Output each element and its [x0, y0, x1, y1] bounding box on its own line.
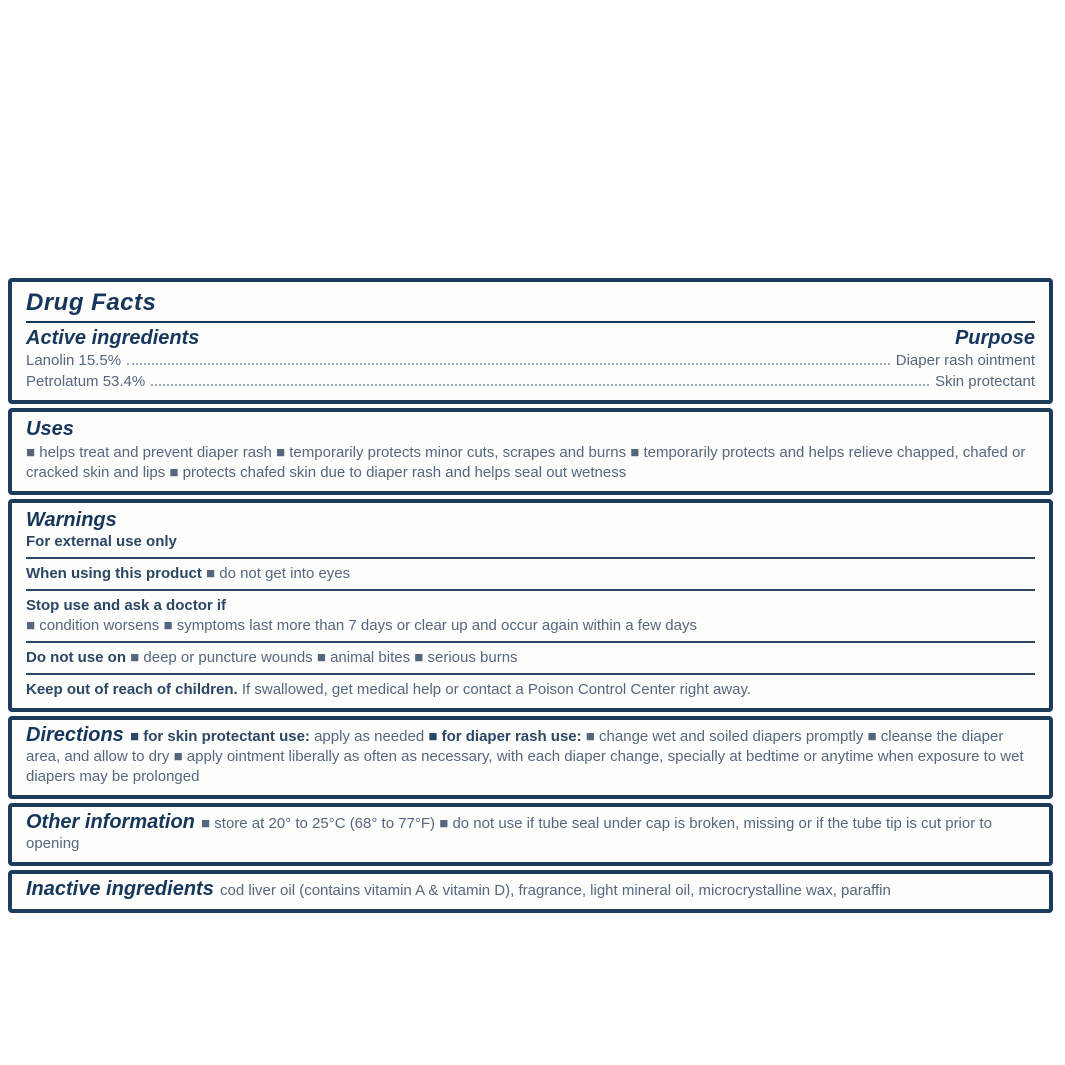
warnings-section	[8, 499, 1053, 712]
directions-bullet: ■	[125, 728, 144, 745]
other-information-heading: Other information	[26, 811, 195, 833]
active-ingredient-row	[26, 372, 1035, 392]
directions-heading: Directions	[26, 724, 124, 746]
active-ingredients-heading-row	[26, 326, 1035, 350]
keep-out-text: If swallowed, get medical help or contact a Poison Control Center right away.	[237, 681, 752, 698]
ingredient-name: Petrolatum 53.4%	[26, 373, 146, 390]
when-using-label: When using this product	[26, 565, 202, 582]
inactive-ingredients-section	[8, 870, 1053, 913]
drug-facts-title: Drug Facts	[26, 289, 157, 316]
warnings-divider	[26, 589, 1035, 591]
inactive-ingredients-text: cod liver oil (contains vitamin A & vitamin D), fragrance, light mineral oil, microcrystalline wax, paraffin	[215, 882, 891, 899]
purpose-heading: Purpose	[954, 327, 1035, 349]
stop-use-label: Stop use and ask a doctor if	[26, 597, 227, 614]
keep-out-line	[26, 680, 1035, 700]
do-not-use-text: ■ deep or puncture wounds ■ animal bites ■ serious burns	[126, 649, 518, 666]
diaper-rash-use-text: ■ change wet and soiled diapers promptly ■ cleanse the diaper area, and allow to dry ■ apply ointment liberally as often as necessary, with each diaper change, specially at bedtime or anytime when exposure to wet diapers may be prolonged	[26, 728, 1024, 785]
uses-body: ■ helps treat and prevent diaper rash ■ temporarily protects minor cuts, scrapes and burns ■ temporarily protects and helps relieve chapped, chafed or cracked skin and lips ■ protects chafed skin due to diaper rash and helps seal out wetness	[26, 444, 1026, 481]
title-divider	[26, 321, 1035, 323]
when-using-text: ■ do not get into eyes	[201, 565, 351, 582]
active-ingredient-row	[26, 351, 1035, 371]
do-not-use-label: Do not use on	[26, 649, 126, 666]
inactive-ingredients-body	[26, 879, 1035, 901]
external-use-line: For external use only	[26, 533, 177, 550]
ingredient-purpose: Skin protectant	[934, 373, 1035, 390]
drug-facts-header-section	[8, 278, 1053, 404]
do-not-use-line	[26, 648, 1035, 668]
ingredient-name: Lanolin 15.5%	[26, 352, 122, 369]
directions-bullet: ■	[428, 728, 442, 745]
warnings-divider	[26, 641, 1035, 643]
when-using-line	[26, 564, 1035, 584]
warnings-divider	[26, 673, 1035, 675]
uses-heading: Uses	[26, 418, 74, 440]
uses-section	[8, 408, 1053, 495]
skin-protectant-use-text: apply as needed	[309, 728, 429, 745]
ingredient-purpose: Diaper rash ointment	[895, 352, 1035, 369]
other-information-section	[8, 803, 1053, 866]
dotted-leader	[151, 384, 929, 386]
keep-out-label: Keep out of reach of children.	[26, 681, 238, 698]
active-ingredients-heading: Active ingredients	[26, 327, 200, 349]
stop-use-text: ■ condition worsens ■ symptoms last more than 7 days or clear up and occur again within a few days	[26, 617, 697, 634]
dotted-leader	[127, 363, 890, 365]
directions-body	[26, 725, 1035, 787]
diaper-rash-use-label: for diaper rash use:	[441, 728, 582, 745]
other-information-text: ■ store at 20° to 25°C (68° to 77°F) ■ do not use if tube seal under cap is broken, missing or if the tube tip is cut prior to opening	[26, 815, 992, 852]
inactive-ingredients-heading: Inactive ingredients	[26, 878, 214, 900]
warnings-heading: Warnings	[26, 509, 117, 531]
skin-protectant-use-label: for skin protectant use:	[143, 728, 310, 745]
directions-section	[8, 716, 1053, 799]
warnings-divider	[26, 557, 1035, 559]
other-information-body	[26, 812, 1035, 854]
drug-facts-panel	[8, 278, 1053, 917]
